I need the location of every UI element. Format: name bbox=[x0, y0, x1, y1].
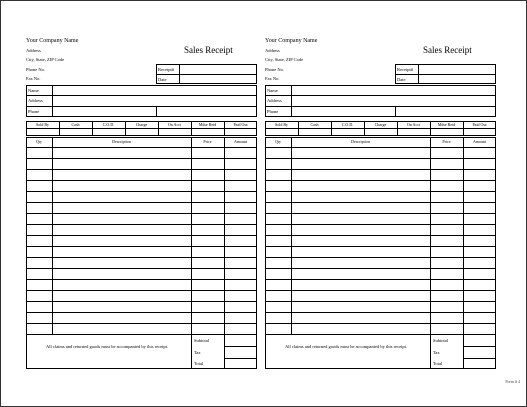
company-name: Your Company Name bbox=[26, 38, 79, 44]
on-account-header: On Acct bbox=[406, 122, 421, 127]
company-phone: Phone No. bbox=[265, 67, 284, 72]
customer-address-label: Address bbox=[28, 98, 43, 103]
date-label: Date bbox=[158, 77, 167, 82]
returns-policy-note: All claims and returned goods must be accompanied by this receipt. bbox=[45, 344, 169, 349]
paid-out-header: Paid Out bbox=[472, 122, 487, 127]
returns-policy-note: All claims and returned goods must be accompanied by this receipt. bbox=[284, 344, 408, 349]
sold-by-header: Sold By bbox=[274, 122, 288, 127]
cod-header: C.O.D. bbox=[102, 122, 115, 127]
price-header: Price bbox=[203, 139, 212, 144]
company-fax: Fax No. bbox=[265, 76, 280, 81]
cash-header: Cash bbox=[310, 122, 319, 127]
tax-label: Tax bbox=[433, 350, 440, 355]
customer-phone-label: Phone bbox=[267, 109, 279, 114]
cod-header: C.O.D. bbox=[341, 122, 354, 127]
qty-header: Qty bbox=[275, 139, 281, 144]
customer-name-label: Name bbox=[267, 88, 278, 93]
company-phone: Phone No. bbox=[26, 67, 45, 72]
price-header: Price bbox=[442, 139, 451, 144]
merchandise-returned-header: Mdse Retd bbox=[198, 122, 217, 127]
amount-header: Amount bbox=[233, 139, 248, 144]
customer-phone-label: Phone bbox=[28, 109, 40, 114]
on-account-header: On Acct bbox=[167, 122, 182, 127]
amount-header: Amount bbox=[472, 139, 487, 144]
tax-label: Tax bbox=[194, 350, 201, 355]
description-header: Description bbox=[351, 139, 370, 144]
charge-header: Charge bbox=[135, 122, 148, 127]
paid-out-header: Paid Out bbox=[233, 122, 248, 127]
company-city-state-zip: City, State, ZIP Code bbox=[265, 57, 304, 62]
description-header: Description bbox=[112, 139, 131, 144]
receipt-title: Sales Receipt bbox=[423, 45, 472, 55]
customer-info-box bbox=[26, 85, 257, 117]
date-label: Date bbox=[397, 77, 406, 82]
subtotal-label: Subtotal bbox=[194, 338, 210, 343]
total-label: Total bbox=[433, 361, 443, 366]
subtotal-label: Subtotal bbox=[433, 338, 449, 343]
form-number: Form # 4 bbox=[505, 379, 520, 384]
cash-header: Cash bbox=[71, 122, 80, 127]
customer-address-label: Address bbox=[267, 98, 282, 103]
company-city-state-zip: City, State, ZIP Code bbox=[26, 57, 65, 62]
merchandise-returned-header: Mdse Retd bbox=[437, 122, 456, 127]
receipt-title: Sales Receipt bbox=[184, 45, 233, 55]
company-address: Address bbox=[26, 48, 41, 53]
customer-info-box bbox=[265, 85, 496, 117]
qty-header: Qty bbox=[36, 139, 42, 144]
charge-header: Charge bbox=[374, 122, 387, 127]
total-label: Total bbox=[194, 361, 204, 366]
customer-name-label: Name bbox=[28, 88, 39, 93]
sold-by-header: Sold By bbox=[35, 122, 49, 127]
receipt-number-label: Receipt# bbox=[158, 67, 174, 72]
company-address: Address bbox=[265, 48, 280, 53]
company-name: Your Company Name bbox=[265, 38, 318, 44]
company-fax: Fax No. bbox=[26, 76, 41, 81]
receipt-right bbox=[265, 1, 505, 406]
receipt-left bbox=[26, 1, 266, 406]
receipt-number-label: Receipt# bbox=[397, 67, 413, 72]
